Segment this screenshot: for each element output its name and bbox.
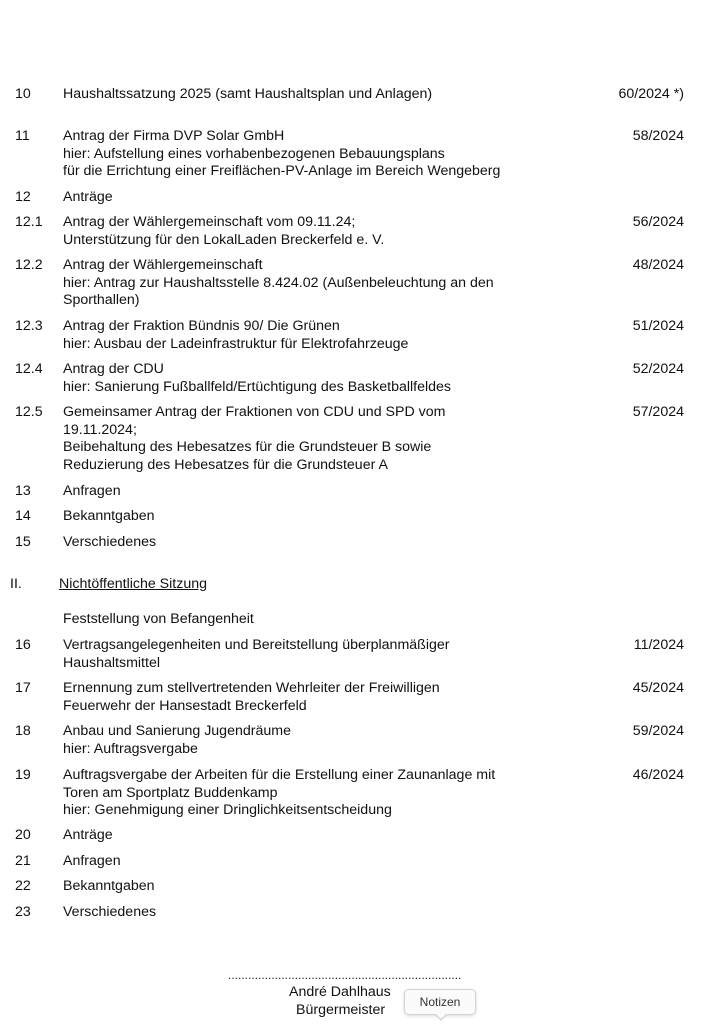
agenda-item-text [63,534,563,552]
agenda-item-number: 18 [15,723,31,739]
agenda-item-number: 12.3 [15,318,43,334]
agenda-item-number: 12.4 [15,361,43,377]
agenda-item-line: Unterstützung für den LokalLaden Breckerfeld e. V. [63,231,385,248]
agenda-item-line: hier: Auftragsvergabe [63,740,198,757]
agenda-item-text [63,361,563,396]
agenda-item-text [63,878,563,896]
agenda-item-line: hier: Sanierung Fußballfeld/Ertüchtigung des Basketballfeldes [63,378,452,395]
agenda-item-reference: 59/2024 [632,723,684,739]
agenda-item-line: Gemeinsamer Antrag der Fraktionen von CDU und SPD vom [63,404,446,420]
notes-button[interactable]: Notizen [404,989,476,1015]
agenda-item-reference: 45/2024 [632,680,684,696]
signature-role: Bürgermeister [296,1002,386,1018]
agenda-item-text [63,853,563,871]
agenda-item-number: 10 [15,86,31,102]
agenda-item-line: Antrag der CDU [63,361,164,377]
agenda-item-line: Anträge [63,827,113,843]
agenda-item-line: Anfragen [63,853,121,869]
agenda-item-number: 14 [15,508,31,524]
agenda-item-text [63,904,563,922]
agenda-item-line: Anbau und Sanierung Jugendräume [63,723,291,739]
agenda-item-text [63,483,563,501]
agenda-item-text [63,257,563,310]
agenda-item-line: Sporthallen) [63,292,140,308]
agenda-item-number: 22 [15,878,31,894]
agenda-item-number: 12 [15,189,31,205]
signature-name: André Dahlhaus [289,984,391,1000]
agenda-item-number: 21 [15,853,31,869]
agenda-item-number: 17 [15,680,31,696]
agenda-item-number: 19 [15,767,31,783]
agenda-item-line: Bekanntgaben [63,508,155,524]
agenda-item-reference: 48/2024 [632,257,684,273]
agenda-item-number: 20 [15,827,31,843]
agenda-item-line: Haushaltssatzung 2025 (samt Haushaltsplan und Anlagen) [63,86,433,102]
agenda-item-line: für die Errichtung einer Freiflächen-PV-Anlage im Bereich Wengeberg [63,163,501,179]
agenda-item-line: hier: Aufstellung eines vorhabenbezogenen Bebauungsplans [63,145,445,162]
agenda-item-number: 12.5 [15,404,43,420]
agenda-item-line: Verschiedenes [63,534,157,550]
agenda-item-line: Antrag der Fraktion Bündnis 90/ Die Grünen [63,318,340,334]
section-title: Nichtöffentliche Sitzung [59,576,208,592]
agenda-item-line: Anträge [63,189,113,205]
agenda-item-line: Verschiedenes [63,904,157,920]
agenda-item-reference: 60/2024 *) [618,86,684,102]
agenda-item-line: Antrag der Firma DVP Solar GmbH [63,128,285,144]
agenda-item-line: Antrag der Wählergemeinschaft vom 09.11.24; [63,214,356,230]
agenda-item-line: Vertragsangelegenheiten und Bereitstellung überplanmäßiger [63,637,450,653]
agenda-item-text [63,318,563,353]
agenda-item-number: 23 [15,904,31,920]
section-number: II. [10,576,22,592]
agenda-item-line: hier: Genehmigung einer Dringlichkeitsentscheidung [63,802,392,818]
agenda-item-line: hier: Antrag zur Haushaltsstelle 8.424.02 (Außenbeleuchtung an den [63,274,494,291]
agenda-item-number: 16 [15,637,31,653]
agenda-item-line: Auftragsvergabe der Arbeiten für die Erstellung einer Zaunanlage mit [63,767,496,783]
notes-button-pointer [434,1014,448,1021]
agenda-item-line: Toren am Sportplatz Buddenkamp [63,784,278,801]
conflict-of-interest-note: Feststellung von Befangenheit [63,611,254,627]
agenda-item-reference: 11/2024 [633,637,684,653]
agenda-item-text [63,508,563,526]
agenda-item-line: Feuerwehr der Hansestadt Breckerfeld [63,697,307,714]
agenda-item-text [63,404,563,474]
agenda-item-reference: 46/2024 [632,767,684,783]
agenda-item-number: 15 [15,534,31,550]
agenda-item-text [63,637,563,672]
agenda-item-text [63,189,563,207]
agenda-item-line: Antrag der Wählergemeinschaft [63,257,263,273]
agenda-item-line: Reduzierung des Hebesatzes für die Grundsteuer A [63,456,388,473]
agenda-item-reference: 52/2024 [632,361,684,377]
signature-line: ...................................................................... [228,968,462,982]
agenda-item-text [63,680,563,715]
agenda-item-number: 12.1 [15,214,43,230]
agenda-item-number: 13 [15,483,31,499]
agenda-item-reference: 51/2024 [632,318,684,334]
agenda-item-text [63,723,563,758]
agenda-item-text [63,86,563,104]
agenda-item-number: 12.2 [15,257,43,273]
agenda-item-reference: 58/2024 [632,128,684,144]
agenda-item-line: 19.11.2024; [63,421,137,438]
agenda-item-text [63,214,563,249]
agenda-item-text [63,128,563,181]
agenda-item-line: Beibehaltung des Hebesatzes für die Grundsteuer B sowie [63,439,432,455]
agenda-item-line: Anfragen [63,483,121,499]
agenda-item-line: Ernennung zum stellvertretenden Wehrleiter der Freiwilligen [63,680,440,696]
agenda-item-reference: 56/2024 [632,214,684,230]
agenda-item-text [63,767,563,820]
agenda-item-line: hier: Ausbau der Ladeinfrastruktur für Elektrofahrzeuge [63,335,409,352]
agenda-item-reference: 57/2024 [632,404,684,420]
agenda-item-text [63,827,563,845]
agenda-item-number: 11 [15,128,30,144]
agenda-item-line: Bekanntgaben [63,878,155,894]
agenda-item-line: Haushaltsmittel [63,654,160,671]
